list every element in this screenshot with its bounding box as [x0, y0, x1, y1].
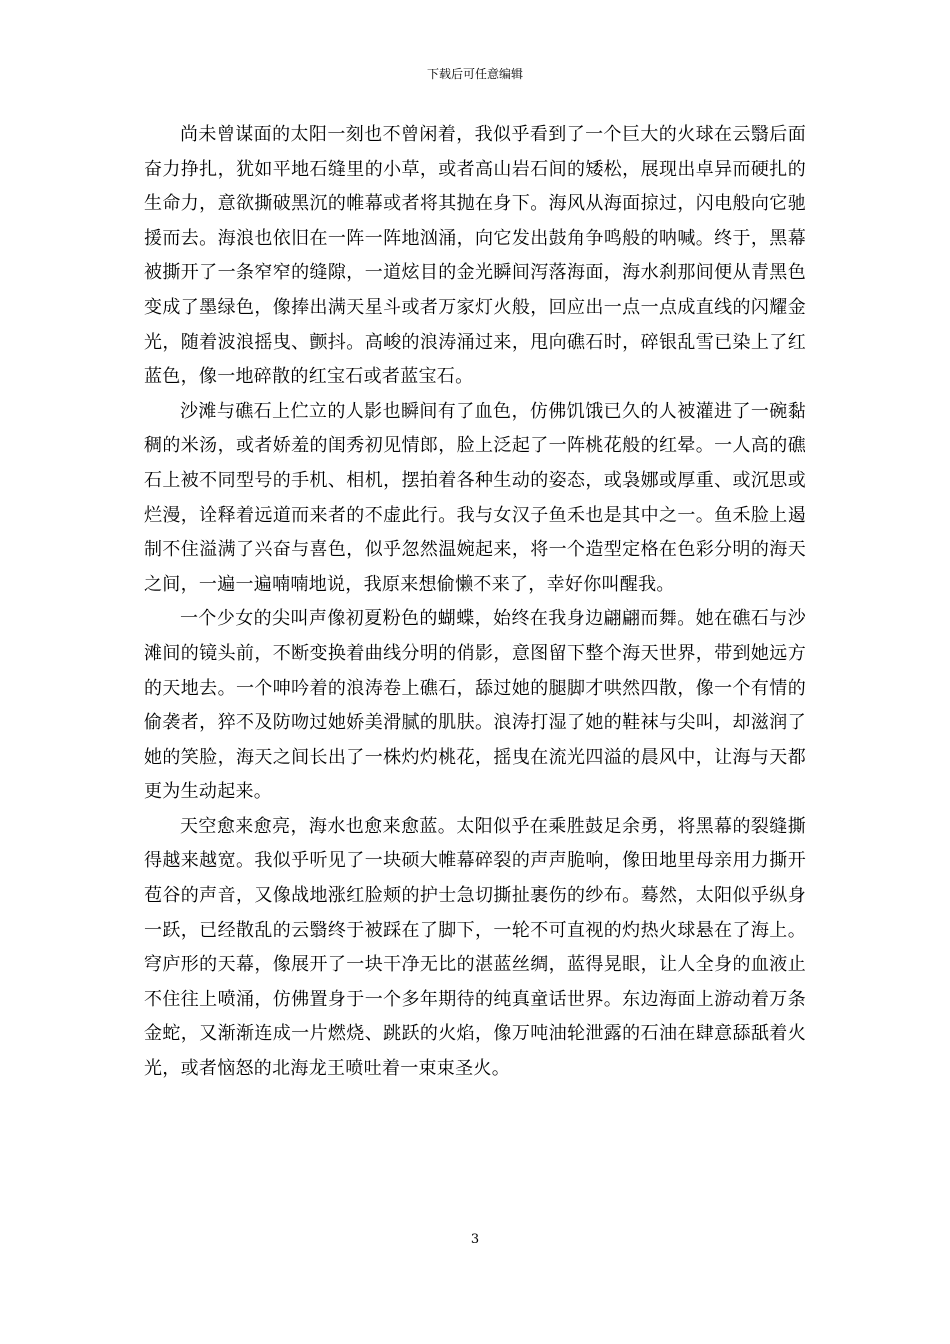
paragraph-2: 沙滩与礁石上伫立的人影也瞬间有了血色，仿佛饥饿已久的人被灌进了一碗黏稠的米汤，或者娇羞的闺秀初见情郎，脸上泛起了一阵桃花般的红晕。一人高的礁石上被不同型号的手机、相机，摆拍着各种生动的姿态，或袅娜或厚重、或沉思或烂漫，诠释着远道而来者的不虚此行。我与女汉子鱼禾也是其中之一。鱼禾脸上遏制不住溢满了兴奋与喜色，似乎忽然温婉起来，将一个造型定格在色彩分明的海天之间，一遍一遍喃喃地说，我原来想偷懒不来了，幸好你叫醒我。 [144, 400, 806, 595]
document-body [144, 118, 806, 1087]
page-header: 下载后可任意编辑 [426, 67, 523, 81]
paragraph-3: 一个少女的尖叫声像初夏粉色的蝴蝶，始终在我身边翩翩而舞。她在礁石与沙滩间的镜头前，不断变换着曲线分明的俏影，意图留下整个海天世界，带到她远方的天地去。一个呻吟着的浪涛卷上礁石，舔过她的腿脚才哄然四散，像一个有情的偷袭者，猝不及防吻过她娇美滑腻的肌肤。浪涛打湿了她的鞋袜与尖叫，却滋润了她的笑脸，海天之间长出了一株灼灼桃花，摇曳在流光四溢的晨风中，让海与天都更为生动起来。 [144, 608, 806, 803]
paragraph-1: 尚未曾谋面的太阳一刻也不曾闲着，我似乎看到了一个巨大的火球在云翳后面奋力挣扎，犹如平地石缝里的小草，或者高山岩石间的矮松，展现出卓异而硬扎的生命力，意欲撕破黑沉的帷幕或者将其抛在身下。海风从海面掠过，闪电般向它驰援而去。海浪也依旧在一阵一阵地汹涌，向它发出鼓角争鸣般的呐喊。终于，黑幕被撕开了一条窄窄的缝隙，一道炫目的金光瞬间泻落海面，海水刹那间便从青黑色变成了墨绿色，像捧出满天星斗或者万家灯火般，回应出一点一点成直线的闪耀金光，随着波浪摇曳、颤抖。高峻的浪涛涌过来，甩向礁石时，碎银乱雪已染上了红蓝色，像一地碎散的红宝石或者蓝宝石。 [144, 124, 806, 388]
paragraph-4: 天空愈来愈亮，海水也愈来愈蓝。太阳似乎在乘胜鼓足余勇，将黑幕的裂缝撕得越来越宽。我似乎听见了一块硕大帷幕碎裂的声声脆响，像田地里母亲用力撕开苞谷的声音，又像战地涨红脸颊的护士急切撕扯裹伤的纱布。蓦然，太阳似乎纵身一跃，已经散乱的云翳终于被踩在了脚下，一轮不可直视的灼热火球悬在了海上。穹庐形的天幕，像展开了一块干净无比的湛蓝丝绸，蓝得晃眼，让人全身的血液止不住往上喷涌，仿佛置身于一个多年期待的纯真童话世界。东边海面上游动着万条金蛇，又渐渐连成一片燃烧、跳跃的火焰，像万吨油轮泄露的石油在肆意舔舐着火光，或者恼怒的北海龙王喷吐着一束束圣火。 [144, 815, 806, 1080]
page-number: 3 [470, 1232, 480, 1247]
